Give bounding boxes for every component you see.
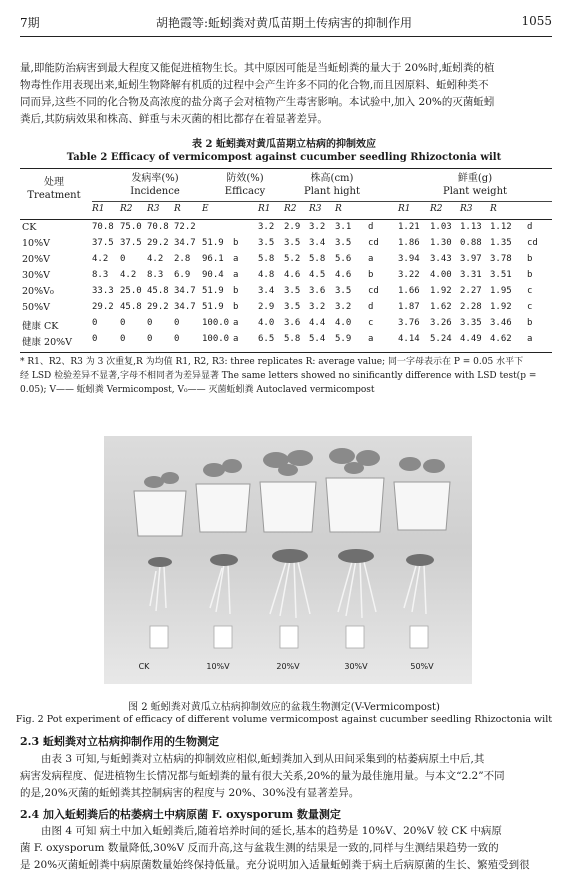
- table-cell: b: [527, 270, 533, 280]
- table-row: [20, 238, 552, 254]
- table-cell: 4.6: [284, 270, 301, 280]
- table-cell: 0: [120, 318, 126, 328]
- row-treatment: CK: [22, 222, 37, 233]
- table-mid-rule: [20, 219, 552, 220]
- table-cell: 4.2: [147, 254, 164, 264]
- table-cell: a: [233, 318, 239, 328]
- table-cell: 1.62: [430, 302, 452, 312]
- table-cell: 45.8: [147, 286, 169, 296]
- row-treatment: 50%V: [22, 302, 50, 313]
- table-cell: d: [527, 222, 533, 232]
- table-cell: 4.4: [309, 318, 326, 328]
- table-cell: d: [368, 222, 374, 232]
- table-cell: 70.8: [147, 222, 169, 232]
- table-cell: 1.66: [398, 286, 420, 296]
- table-cell: 3.6: [309, 286, 326, 296]
- table-cell: 3.31: [460, 270, 482, 280]
- table-cell: 1.30: [430, 238, 452, 248]
- table-cell: a: [368, 334, 374, 344]
- table-cell: 0: [120, 334, 126, 344]
- table-cell: 2.27: [460, 286, 482, 296]
- table-cell: 0: [147, 318, 153, 328]
- table-cell: 3.43: [430, 254, 452, 264]
- table-cell: 72.2: [174, 222, 196, 232]
- table-cell: 34.7: [174, 286, 196, 296]
- row-treatment: 健康 CK: [22, 321, 59, 332]
- table-cell: b: [527, 254, 533, 264]
- table-subhead: R2: [430, 204, 443, 214]
- table-cell: 37.5: [120, 238, 142, 248]
- table-cell: 3.2: [309, 302, 326, 312]
- section-2-3-body: [20, 751, 552, 768]
- note-line: 0.05); V—— 蚯蚓粪 Vermicompost, V₀—— 灭菌蚯蚓粪 Autoclaved vermicompost: [20, 385, 375, 395]
- table-cell: 2.9: [284, 222, 301, 232]
- body-line: 菌 F. oxysporum 数量降低,30%V 反而升高,这与盆栽生测的结果是一致的,同样与生测结果趋势一致的: [20, 842, 499, 854]
- table-row: [20, 222, 552, 238]
- table-cell: 3.2: [309, 222, 326, 232]
- subhead-rule: [92, 201, 552, 202]
- pot-experiment-photo: [104, 436, 472, 684]
- table-cell: c: [527, 286, 533, 296]
- table-subhead: R: [335, 204, 342, 214]
- table-cell: 51.9: [202, 302, 224, 312]
- table-cell: 4.62: [490, 334, 512, 344]
- table-cell: b: [233, 286, 239, 296]
- table-cell: 3.51: [490, 270, 512, 280]
- intro-line: 量,即能防治病害到最大程度又能促进植物生长。其中原因可能是当蚯蚓粪的量大于 20%时,蚯蚓粪的植: [20, 62, 495, 74]
- figure-caption-cn: 图 2 蚯蚓粪对黄瓜立枯病抑制效应的盆栽生物测定(V-Vermicompost): [128, 702, 440, 713]
- table-cell: 5.8: [309, 254, 326, 264]
- intro-line: 物毒性作用表现出来,蚯蚓生物降解有机质的过程中会产生许多不同的化合物,而且因原料、蚯蚓种类不: [20, 79, 489, 91]
- table-cell: 1.87: [398, 302, 420, 312]
- table-cell: 1.03: [430, 222, 452, 232]
- table-cell: 33.3: [92, 286, 114, 296]
- section-2-3-body-cont: [20, 768, 552, 802]
- table-cell: 3.5: [284, 238, 301, 248]
- table-top-rule: [20, 168, 552, 169]
- table-cell: 4.2: [120, 270, 137, 280]
- table-subhead: R2: [120, 204, 133, 214]
- table-cell: 1.21: [398, 222, 420, 232]
- table-cell: d: [368, 302, 374, 312]
- table-cell: 37.5: [92, 238, 114, 248]
- table-cell: 0: [174, 334, 180, 344]
- photo-label: 20%V: [276, 662, 300, 671]
- table-cell: 5.6: [335, 254, 352, 264]
- issue-number: 7期: [20, 16, 40, 30]
- table-cell: 3.5: [258, 238, 275, 248]
- table-subhead: R: [174, 204, 181, 214]
- table-cell: 5.8: [284, 334, 301, 344]
- intro-paragraph: [20, 60, 552, 128]
- table-cell: 5.24: [430, 334, 452, 344]
- table-cell: a: [527, 334, 533, 344]
- table-cell: 1.13: [460, 222, 482, 232]
- group-incidence: 发病率(%) Incidence: [130, 173, 180, 197]
- table-row: [20, 318, 552, 334]
- table-cell: a: [368, 254, 374, 264]
- table-cell: 3.2: [258, 222, 275, 232]
- body-line: 由表 3 可知,与蚯蚓粪对立枯病的抑制效应相似,蚯蚓粪加入到从田间采集到的枯萎病原土中后,其: [41, 753, 485, 765]
- table-subhead: R1: [398, 204, 411, 214]
- table-cell: cd: [527, 238, 538, 248]
- table-cell: 3.94: [398, 254, 420, 264]
- table-subhead: R2: [284, 204, 297, 214]
- section-2-4-heading: 2.4 加入蚯蚓粪后的枯萎病土中病原菌 F. oxysporum 数量测定: [20, 808, 341, 821]
- row-treatment: 健康 20%V: [22, 337, 72, 348]
- group-height: 株高(cm) Plant hight: [303, 173, 361, 197]
- table-cell: 4.5: [309, 270, 326, 280]
- table-title-en: Table 2 Efficacy of vermicompost against cucumber seedling Rhizoctonia wilt: [66, 152, 502, 163]
- table-cell: 70.8: [92, 222, 114, 232]
- table-row: [20, 286, 552, 302]
- table-cell: 29.2: [92, 302, 114, 312]
- table-cell: 51.9: [202, 238, 224, 248]
- table-cell: 3.26: [430, 318, 452, 328]
- table-cell: 8.3: [147, 270, 164, 280]
- body-line: 由图 4 可知 病土中加入蚯蚓粪后,随着培养时间的延长,基本的趋势是 10%V、20%V 较 CK 中病原: [41, 825, 502, 837]
- table-row: [20, 302, 552, 318]
- intro-line: 粪后,其防病效果和株高、鲜重与未灭菌的相比都存在着显著差异。: [20, 113, 328, 125]
- table-cell: cd: [368, 286, 379, 296]
- photo-label: CK: [138, 662, 150, 671]
- table-cell: 96.1: [202, 254, 224, 264]
- table-cell: 0.88: [460, 238, 482, 248]
- table-cell: 0: [174, 318, 180, 328]
- group-weight: 鲜重(g) Plant weight: [442, 173, 508, 197]
- table-cell: 6.9: [174, 270, 191, 280]
- table-cell: 45.8: [120, 302, 142, 312]
- table-cell: b: [233, 302, 239, 312]
- table-cell: 3.35: [460, 318, 482, 328]
- table-row: [20, 254, 552, 270]
- table-cell: 1.95: [490, 286, 512, 296]
- section-2-3-heading: 2.3 蚯蚓粪对立枯病抑制作用的生物测定: [20, 735, 219, 748]
- row-treatment: 30%V: [22, 270, 50, 281]
- table-cell: 1.12: [490, 222, 512, 232]
- table-cell: 2.8: [174, 254, 191, 264]
- table-cell: 3.1: [335, 222, 352, 232]
- table-cell: 3.4: [258, 286, 275, 296]
- table-cell: 4.6: [335, 270, 352, 280]
- note-line: 经 LSD 检验差异不显著,字母不相同者为差异显著 The same letters showed no sinificantly difference with LSD test(p =: [20, 371, 537, 381]
- table-cell: 2.9: [258, 302, 275, 312]
- table-cell: 1.92: [430, 286, 452, 296]
- running-title: 胡艳霞等:蚯蚓粪对黄瓜苗期土传病害的抑制作用: [155, 16, 413, 30]
- table-cell: 3.46: [490, 318, 512, 328]
- table-cell: 5.9: [335, 334, 352, 344]
- table-subhead: R1: [92, 204, 105, 214]
- body-line: 病害发病程度、促进植物生长情况都与蚯蚓粪的量有很大关系,20%的量为最佳施用量。与本文“2.2”不同: [20, 770, 505, 782]
- table-cell: 3.22: [398, 270, 420, 280]
- table-cell: 5.8: [258, 254, 275, 264]
- table-bottom-rule: [20, 352, 552, 353]
- table-cell: 34.7: [174, 238, 196, 248]
- table-cell: 3.5: [284, 286, 301, 296]
- table-cell: 100.0: [202, 334, 230, 344]
- table-cell: 1.86: [398, 238, 420, 248]
- table-subhead: R3: [309, 204, 322, 214]
- page-number: 1055: [521, 14, 552, 28]
- photo-label: 30%V: [344, 662, 368, 671]
- table-cell: 3.6: [284, 318, 301, 328]
- table-cell: 0: [147, 334, 153, 344]
- table-cell: 4.00: [430, 270, 452, 280]
- table-cell: c: [527, 302, 533, 312]
- table-cell: a: [233, 254, 239, 264]
- table-subhead: R3: [460, 204, 473, 214]
- note-line: * R1、R2、R3 为 3 次重复,R 为均值 R1, R2, R3: three replicates R: average value; 同一字母表示在 P = 0.05 水平下: [20, 357, 524, 367]
- table-cell: 4.2: [92, 254, 109, 264]
- row-treatment: 20%V: [22, 254, 50, 265]
- table-cell: 29.2: [147, 302, 169, 312]
- figure-caption-en: Fig. 2 Pot experiment of efficacy of different volume vermicompost against cucumber seedling Rhizoctonia wilt: [15, 714, 553, 725]
- table-cell: 3.76: [398, 318, 420, 328]
- table-cell: a: [233, 270, 239, 280]
- table-cell: b: [527, 318, 533, 328]
- col-treatment: 处理 Treatment: [27, 177, 81, 201]
- intro-line: 同而异,这些不同的化合物及高浓度的盐分离子会对植物产生毒害影响。本试验中,加入 20%的灭菌蚯蚓: [20, 96, 495, 108]
- table-cell: 2.28: [460, 302, 482, 312]
- table-cell: 3.2: [335, 302, 352, 312]
- table-cell: 4.8: [258, 270, 275, 280]
- subhead-row: [20, 204, 552, 218]
- table-cell: a: [233, 334, 239, 344]
- photo-label: 50%V: [410, 662, 434, 671]
- table-cell: cd: [368, 238, 379, 248]
- table-notes: [20, 355, 552, 397]
- photo-label: 10%V: [206, 662, 230, 671]
- table-subhead: R1: [258, 204, 271, 214]
- table-cell: 29.2: [147, 238, 169, 248]
- table-cell: 25.0: [120, 286, 142, 296]
- table-cell: 5.4: [309, 334, 326, 344]
- pot-photo-drawing: [104, 436, 472, 684]
- table-cell: b: [233, 238, 239, 248]
- body-line: 是 20%灭菌蚯蚓粪中病原菌数量始终保持低量。充分说明加入适量蚯蚓粪于病土后病原菌的生长、繁殖受到很: [20, 859, 530, 871]
- row-treatment: 20%V₀: [22, 286, 54, 297]
- table-subhead: R: [490, 204, 497, 214]
- table-cell: 1.35: [490, 238, 512, 248]
- table-cell: 6.5: [258, 334, 275, 344]
- body-line: 的是,20%灭菌的蚯蚓粪其控制病害的程度与 20%、30%没有显著差异。: [20, 787, 360, 799]
- table-cell: 3.5: [335, 238, 352, 248]
- table-row: [20, 334, 552, 350]
- table-cell: 3.4: [309, 238, 326, 248]
- section-2-4-body: [20, 823, 552, 840]
- group-efficacy: 防效(%) Efficacy: [224, 173, 266, 197]
- table-cell: 75.0: [120, 222, 142, 232]
- table-cell: 5.2: [284, 254, 301, 264]
- table-cell: 4.14: [398, 334, 420, 344]
- table-cell: 1.92: [490, 302, 512, 312]
- table-cell: 0: [92, 334, 98, 344]
- table-cell: 0: [92, 318, 98, 328]
- table-cell: 8.3: [92, 270, 109, 280]
- table-cell: c: [368, 318, 374, 328]
- table-cell: 3.78: [490, 254, 512, 264]
- table-cell: 90.4: [202, 270, 224, 280]
- table-cell: 4.0: [335, 318, 352, 328]
- table-cell: 51.9: [202, 286, 224, 296]
- row-treatment: 10%V: [22, 238, 50, 249]
- table-cell: 34.7: [174, 302, 196, 312]
- table-row: [20, 270, 552, 286]
- table-cell: 4.0: [258, 318, 275, 328]
- table-subhead: E: [202, 204, 209, 214]
- header-rule: [20, 36, 552, 37]
- table-cell: 100.0: [202, 318, 230, 328]
- table-cell: 3.5: [335, 286, 352, 296]
- table-cell: 3.97: [460, 254, 482, 264]
- table-title-cn: 表 2 蚯蚓粪对黄瓜苗期立枯病的抑制效应: [192, 139, 376, 150]
- table-subhead: R3: [147, 204, 160, 214]
- table-cell: 4.49: [460, 334, 482, 344]
- table-cell: 3.5: [284, 302, 301, 312]
- table-cell: 0: [120, 254, 126, 264]
- section-2-4-body-cont: [20, 840, 552, 874]
- table-cell: b: [368, 270, 374, 280]
